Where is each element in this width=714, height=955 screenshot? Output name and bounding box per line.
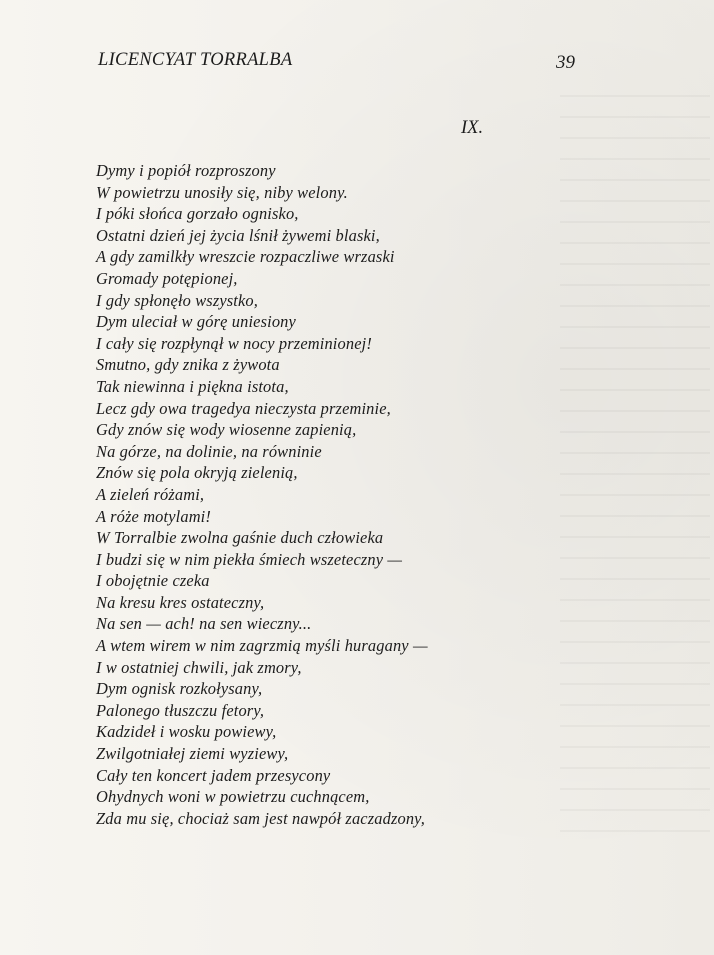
poem-line: Lecz gdy owa tragedya nieczysta przeminie, (96, 398, 391, 418)
poem-line: A wtem wirem w nim zagrzmią myśli huragany — (96, 636, 428, 656)
poem-line: I gdy spłonęło wszystko, (96, 290, 259, 310)
poem-line: I budzi się w nim piekła śmiech wszeteczny — (96, 549, 403, 569)
poem-line: Na górze, na dolinie, na równinie (96, 441, 322, 461)
poem-text (96, 160, 428, 829)
poem-line: Gromady potępionej, (96, 268, 238, 288)
poem-line: Znów się pola okryją zielenią, (96, 463, 298, 483)
poem-line: Dym ognisk rozkołysany, (96, 679, 263, 699)
poem-line: Ohydnych woni w powietrzu cuchnącem, (96, 787, 370, 807)
poem-line: I póki słońca gorzało ognisko, (96, 204, 299, 224)
poem-line: Kadzideł i wosku powiewy, (96, 722, 277, 742)
poem-line: I cały się rozpłynął w nocy przeminionej! (96, 333, 372, 353)
poem-line: Zwilgotniałej ziemi wyziewy, (96, 744, 289, 764)
poem-line: Zda mu się, chociaż sam jest nawpół zaczadzony, (96, 808, 425, 828)
poem-line: W Torralbie zwolna gaśnie duch człowieka (96, 528, 384, 548)
poem-line: Palonego tłuszczu fetory, (96, 700, 265, 720)
running-title: LICENCYAT TORRALBA (98, 50, 293, 70)
poem-line: Na kresu kres ostateczny, (96, 592, 265, 612)
poem-line: Ostatni dzień jej życia lśnił żywemi blaski, (96, 225, 380, 245)
poem-line: Smutno, gdy znika z żywota (96, 355, 280, 375)
section-number: IX. (461, 118, 484, 138)
poem-line: W powietrzu unosiły się, niby welony. (96, 182, 348, 202)
poem-line: I obojętnie czeka (96, 571, 210, 591)
poem-line: Na sen — ach! na sen wieczny... (96, 614, 312, 634)
bleed-through-shadow (560, 95, 710, 835)
poem-line: Cały ten koncert jadem przesycony (96, 765, 331, 785)
poem-line: Tak niewinna i piękna istota, (96, 376, 289, 396)
poem-line: I w ostatniej chwili, jak zmory, (96, 657, 302, 677)
page-number: 39 (556, 52, 575, 73)
poem-line: Dym uleciał w górę uniesiony (96, 312, 296, 332)
poem-line: A róże motylami! (96, 506, 211, 526)
poem-line: A gdy zamilkły wreszcie rozpaczliwe wrzaski (96, 247, 395, 267)
poem-line: A zieleń różami, (96, 484, 205, 504)
poem-line: Dymy i popiół rozproszony (96, 161, 276, 180)
poem-line: Gdy znów się wody wiosenne zapienią, (96, 420, 357, 440)
